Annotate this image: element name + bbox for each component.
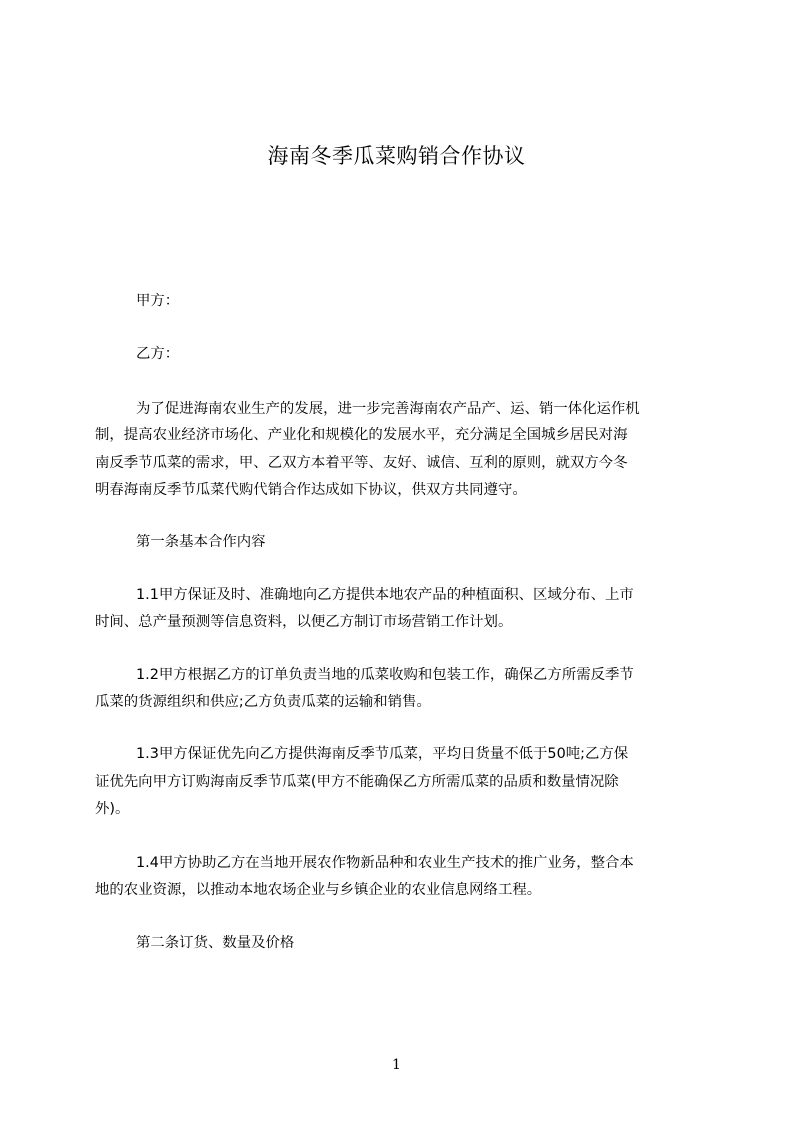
document-title: 海南冬季瓜菜购销合作协议 [267, 144, 526, 168]
clause-1-3-line: 1.3甲方保证优先向乙方提供海南反季节瓜菜，平均日货量不低于50吨;乙方保 [136, 746, 629, 762]
clause-1-1-line: 时间、总产量预测等信息资料，以便乙方制订市场营销工作计划。 [95, 614, 513, 630]
clause-1-3-line: 外)。 [95, 801, 130, 817]
intro-line: 明春海南反季节瓜菜代购代销合作达成如下协议，供双方共同遵守。 [95, 482, 527, 498]
article-1-heading: 第一条基本合作内容 [136, 534, 266, 550]
clause-1-4-line: 1.4甲方协助乙方在当地开展农作物新品种和农业生产技术的推广业务，整合本 [136, 855, 634, 871]
party-a-label: 甲方： [136, 293, 180, 309]
clause-1-2-line: 1.2甲方根据乙方的订单负责当地的瓜菜收购和包装工作，确保乙方所需反季节 [136, 667, 634, 683]
clause-1-4-line: 地的农业资源，以推动本地农场企业与乡镇企业的农业信息网络工程。 [95, 882, 542, 898]
clause-1-1-line: 1.1甲方保证及时、准确地向乙方提供本地农产品的种植面积、区域分布、上市 [136, 587, 634, 603]
page-number: 1 [392, 1057, 401, 1073]
clause-1-3-line: 证优先向甲方订购海南反季节瓜菜(甲方不能确保乙方所需瓜菜的品质和数量情况除 [95, 774, 619, 790]
clause-1-2-line: 瓜菜的货源组织和供应;乙方负责瓜菜的运输和销售。 [95, 694, 431, 710]
intro-line: 为了促进海南农业生产的发展，进一步完善海南农产品产、运、销一体化运作机 [136, 401, 640, 417]
intro-line: 南反季节瓜菜的需求，甲、乙双方本着平等、友好、诚信、互利的原则，就双方今冬 [95, 455, 628, 471]
intro-line: 制，提高农业经济市场化、产业化和规模化的发展水平，充分满足全国城乡居民对海 [95, 427, 628, 443]
article-2-heading: 第二条订货、数量及价格 [136, 935, 295, 951]
party-b-label: 乙方： [136, 346, 180, 362]
